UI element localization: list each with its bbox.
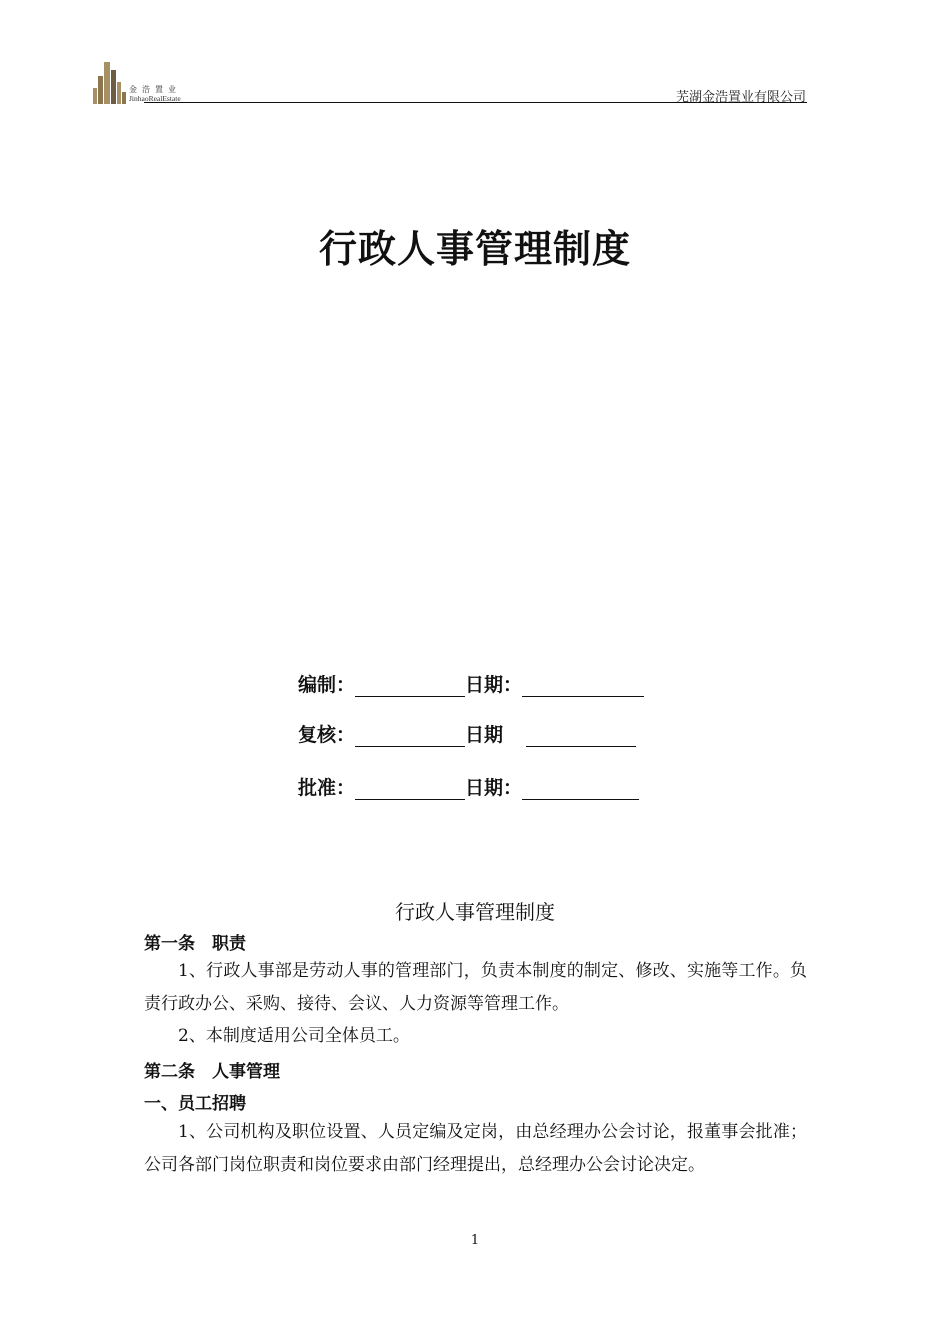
article-2-heading: 第二条 人事管理 xyxy=(144,1062,280,1082)
document-title: 行政人事管理制度 xyxy=(395,900,555,924)
approve-date-blank xyxy=(522,777,639,800)
sign-row-review xyxy=(298,720,636,750)
compile-blank xyxy=(355,674,465,697)
header-company-name: 芜湖金浩置业有限公司 xyxy=(675,90,806,105)
approve-label: 批准： xyxy=(298,777,356,799)
review-blank xyxy=(355,724,465,747)
approve-blank xyxy=(355,777,465,800)
review-date-label: 日期 xyxy=(465,724,504,746)
article-1-heading: 第一条 职责 xyxy=(144,934,246,954)
sign-row-approve xyxy=(298,773,639,803)
building-logo-icon xyxy=(92,58,128,104)
review-label: 复核： xyxy=(298,724,356,746)
section-1-heading: 一、员工招聘 xyxy=(144,1094,246,1114)
logo-english-name: JinhaoRealEstate xyxy=(129,94,181,103)
article-1-paragraph-2: 2、本制度适用公司全体员工。 xyxy=(178,1026,410,1046)
approve-date-label: 日期： xyxy=(465,777,523,799)
logo-chinese-name: 金浩置业 xyxy=(129,85,181,94)
article-1-paragraph-1: 1、行政人事部是劳动人事的管理部门，负责本制度的制定、修改、实施等工作。负责行政办公、采购、接待、会议、人力资源等管理工作。 xyxy=(144,961,807,1014)
compile-label: 编制： xyxy=(298,674,356,696)
compile-date-blank xyxy=(522,674,644,697)
compile-date-label: 日期： xyxy=(465,674,523,696)
sign-row-compile xyxy=(298,670,644,700)
review-date-blank xyxy=(526,724,636,747)
cover-title: 行政人事管理制度 xyxy=(318,227,631,271)
company-logo xyxy=(92,58,202,104)
page-number: 1 xyxy=(470,1233,480,1248)
header-divider xyxy=(144,102,807,103)
section-1-paragraph-1: 1、公司机构及职位设置、人员定编及定岗，由总经理办公会讨论，报董事会批准；公司各部门岗位职责和岗位要求由部门经理提出，总经理办公会讨论决定。 xyxy=(144,1122,807,1175)
